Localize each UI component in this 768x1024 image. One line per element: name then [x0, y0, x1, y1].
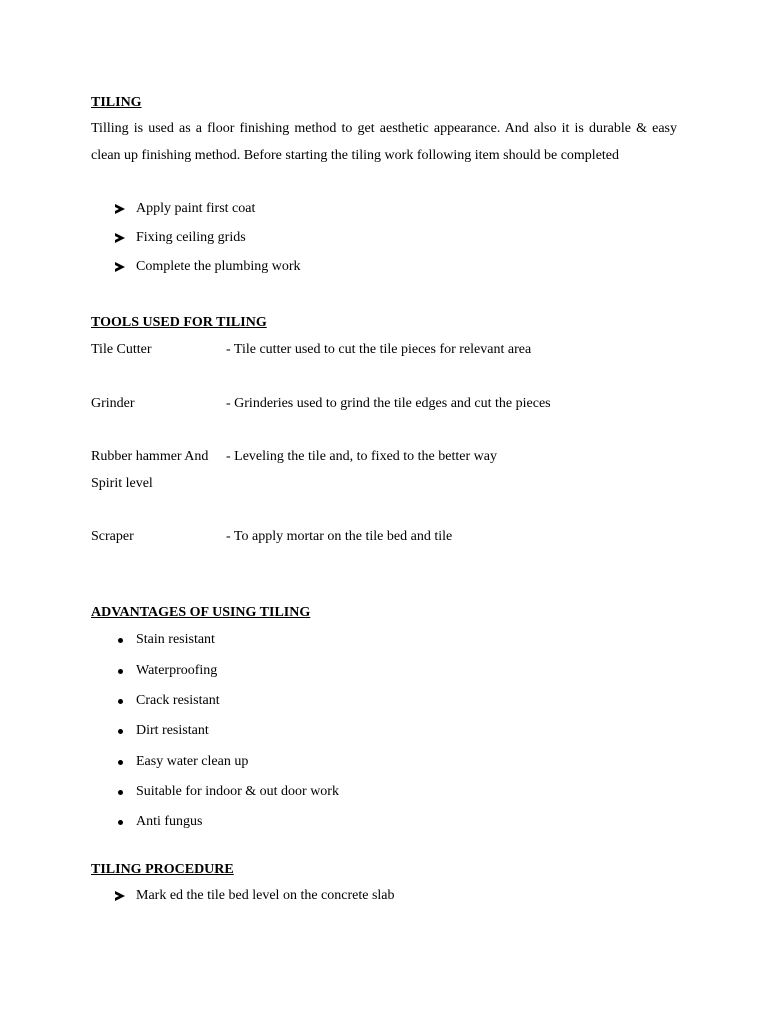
list-item-text: Easy water clean up: [136, 754, 249, 769]
list-item-text: Suitable for indoor & out door work: [136, 784, 339, 799]
list-item-text: Waterproofing: [136, 663, 218, 678]
tool-description: - Grinderies used to grind the tile edges and cut the pieces: [226, 396, 551, 411]
dot-bullet-icon: [113, 630, 127, 650]
list-item-text: Mark ed the tile bed level on the concrete slab: [136, 888, 395, 903]
tool-name: Rubber hammer And Spirit level: [91, 449, 209, 491]
dot-bullet-icon: [113, 812, 127, 832]
tool-description: - To apply mortar on the tile bed and tile: [226, 529, 453, 544]
list-item-text: Fixing ceiling grids: [136, 230, 246, 245]
list-item-text: Dirt resistant: [136, 723, 209, 738]
list-item-text: Anti fungus: [136, 814, 203, 829]
heading-advantages: ADVANTAGES OF USING TILING: [91, 605, 311, 620]
dot-bullet-icon: [113, 661, 127, 681]
heading-tools: TOOLS USED FOR TILING: [91, 315, 267, 330]
tool-description: - Tile cutter used to cut the tile pieces for relevant area: [226, 342, 532, 357]
tool-name: Scraper: [91, 529, 134, 544]
dot-bullet-icon: [113, 752, 127, 772]
dot-bullet-icon: [113, 782, 127, 802]
arrow-bullet-icon: [113, 199, 127, 221]
list-item-text: Apply paint first coat: [136, 201, 256, 216]
heading-tiling: TILING: [91, 95, 142, 110]
tool-name: Tile Cutter: [91, 342, 152, 357]
list-item-text: Crack resistant: [136, 693, 220, 708]
list-item-text: Stain resistant: [136, 632, 215, 647]
arrow-bullet-icon: [113, 228, 127, 250]
arrow-bullet-icon: [113, 257, 127, 279]
tool-description: - Leveling the tile and, to fixed to the better way: [226, 449, 497, 464]
tiling-paragraph: Tilling is used as a floor finishing method to get aesthetic appearance. And also it is durable & easy clean up finishing method. Before starting the tiling work following item should be completed: [91, 121, 677, 163]
arrow-bullet-icon: [113, 886, 127, 908]
dot-bullet-icon: [113, 721, 127, 741]
tool-name: Grinder: [91, 396, 135, 411]
heading-procedure: TILING PROCEDURE: [91, 862, 234, 877]
list-item-text: Complete the plumbing work: [136, 259, 301, 274]
dot-bullet-icon: [113, 691, 127, 711]
